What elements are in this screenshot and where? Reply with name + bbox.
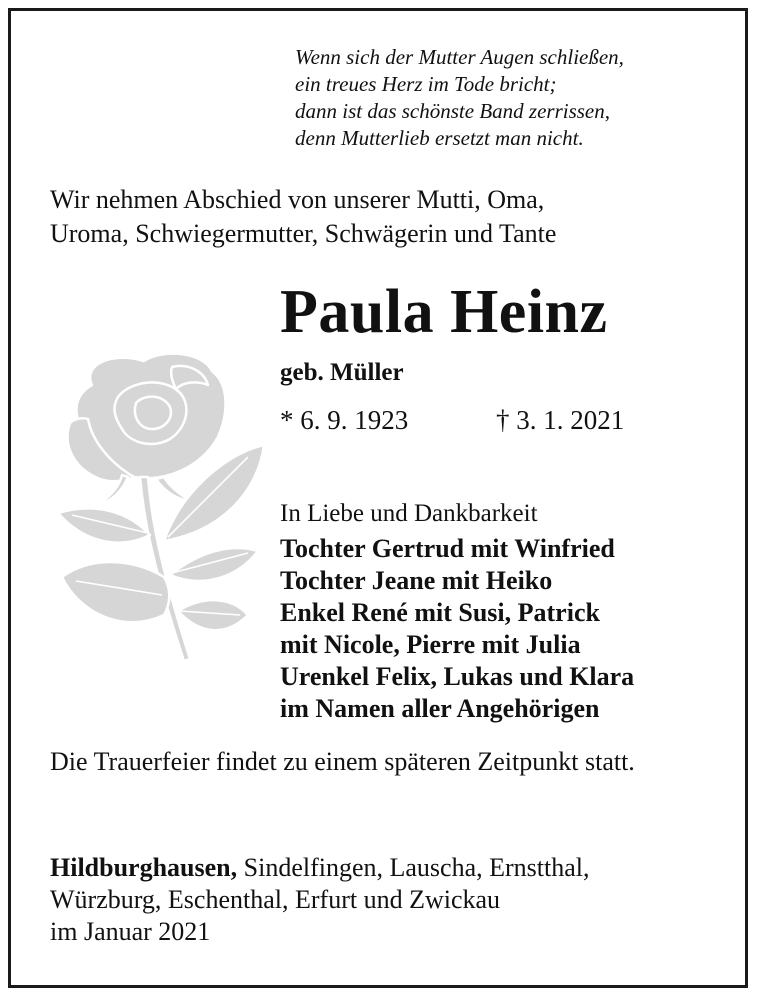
deceased-name: Paula Heinz: [280, 278, 608, 346]
mourner-line: Enkel René mit Susi, Patrick: [280, 598, 600, 627]
places-line-1: [50, 852, 590, 884]
farewell-intro: [50, 183, 556, 251]
birth-name: geb. Müller: [280, 359, 404, 386]
birth-date: * 6. 9. 1923: [280, 405, 409, 435]
rose-icon: [52, 345, 268, 675]
places-and-date: [50, 852, 590, 948]
death-date: † 3. 1. 2021: [496, 405, 625, 435]
ceremony-note: Die Trauerfeier findet zu einem späteren Zeitpunkt statt.: [50, 747, 635, 776]
other-places: Sindelfingen, Lauscha, Ernstthal,: [237, 853, 590, 882]
poem: [295, 44, 624, 152]
intro-line: Wir nehmen Abschied von unserer Mutti, Oma,: [50, 185, 545, 214]
poem-line: dann ist das schönste Band zerrissen,: [295, 99, 610, 123]
mourners-list: [280, 533, 634, 725]
places-line-2: Würzburg, Eschenthal, Erfurt und Zwickau: [50, 885, 501, 914]
date-line: im Januar 2021: [50, 917, 211, 946]
mourner-line: mit Nicole, Pierre mit Julia: [280, 630, 581, 659]
poem-line: Wenn sich der Mutter Augen schließen,: [295, 45, 624, 69]
mourner-line: Urenkel Felix, Lukas und Klara: [280, 662, 635, 691]
mourner-line: im Namen aller Angehörigen: [280, 694, 600, 723]
mourner-line: Tochter Jeane mit Heiko: [280, 566, 553, 595]
mourner-line: Tochter Gertrud mit Winfried: [280, 534, 615, 563]
thanks-line: In Liebe und Dankbarkeit: [280, 500, 538, 527]
main-place: Hildburghausen,: [50, 853, 238, 882]
poem-line: denn Mutterlieb ersetzt man nicht.: [295, 126, 584, 150]
intro-line: Uroma, Schwiegermutter, Schwägerin und Tante: [50, 219, 557, 248]
poem-line: ein treues Herz im Tode bricht;: [295, 72, 557, 96]
